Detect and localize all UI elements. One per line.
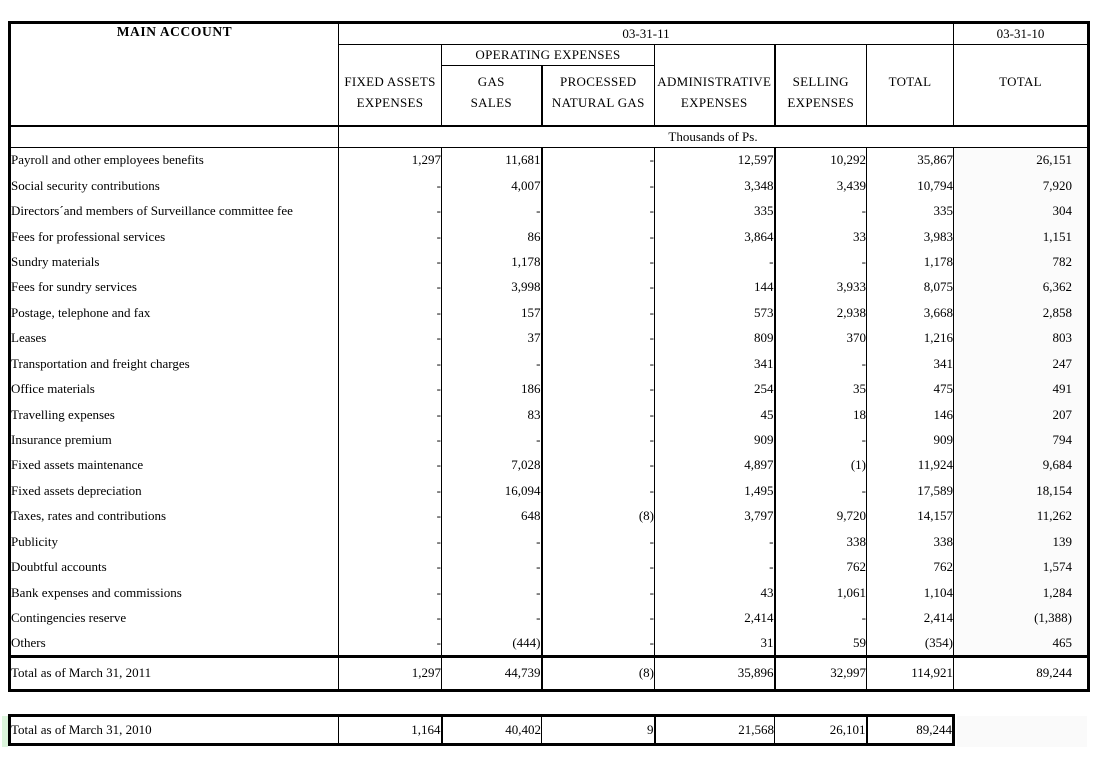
expense-row [10,249,1089,274]
cell-selling-expenses: 3,933 [775,275,867,300]
cell-administrative-expenses: 4,897 [655,453,775,478]
cell-administrative-expenses: 335 [655,198,775,223]
cell-total: 10,794 [867,173,954,198]
cell-fixed-assets-expenses: - [339,555,442,580]
cell-gas-sales: 3,998 [442,275,542,300]
column-header-line2: EXPENSES [356,95,424,110]
cell-total-prior: 247 [954,351,1089,376]
column-header-line1: TOTAL [999,74,1042,89]
expense-row-label: Travelling expenses [11,406,115,422]
cell-processed-natural-gas: - [542,326,655,351]
cell-total-prior: 1,151 [954,224,1089,249]
cell-fixed-assets-expenses: - [339,326,442,351]
cell-total-prior: 465 [954,631,1089,656]
cell-total-prior: 26,151 [954,148,1089,173]
cell-processed-natural-gas: - [542,402,655,427]
cell-administrative-expenses: 3,864 [655,224,775,249]
expense-row-label: Contingencies reserve [11,610,127,626]
cell-gas-sales: 4,007 [442,173,542,198]
expense-row [10,148,1089,173]
cell-total: 14,157 [867,504,954,529]
cell-total: 341 [867,351,954,376]
cell-fixed-assets-expenses: - [339,376,442,401]
cell-administrative-expenses: 254 [655,376,775,401]
expense-row [10,453,1089,478]
cell-administrative-expenses: 809 [655,326,775,351]
cell-gas-sales: 40,402 [442,716,542,745]
period-prior-header: 03-31-10 [954,23,1089,45]
cell-selling-expenses: 26,101 [775,716,867,745]
cell-fixed-assets-expenses: - [339,249,442,274]
cell-fixed-assets-expenses: - [339,300,442,325]
cell-administrative-expenses: 21,568 [655,716,775,745]
cell-total: 909 [867,427,954,452]
cell-selling-expenses: 59 [775,631,867,656]
expense-row [10,631,1089,656]
column-header-fixed-assets-expenses [339,45,442,126]
expense-row-label: Sundry materials [11,253,100,269]
cell-selling-expenses: 762 [775,555,867,580]
cell-selling-expenses: 18 [775,402,867,427]
cell-gas-sales: 37 [442,326,542,351]
cell-fixed-assets-expenses: - [339,224,442,249]
expense-row-label: Doubtful accounts [11,559,107,575]
column-header-total-prior [954,45,1089,126]
expense-row-label: Leases [11,330,47,346]
cell-administrative-expenses: - [655,555,775,580]
column-header-gas-sales [442,66,542,126]
cell-processed-natural-gas: - [542,427,655,452]
expense-row [10,351,1089,376]
cell-administrative-expenses: 573 [655,300,775,325]
expense-row [10,478,1089,503]
cell-total-prior: 7,920 [954,173,1089,198]
column-header-line1: TOTAL [888,74,932,89]
cell-administrative-expenses: 2,414 [655,605,775,630]
expense-row-label: Payroll and other employees benefits [11,152,204,168]
expense-row [10,224,1089,249]
cell-administrative-expenses: 1,495 [655,478,775,503]
cell-fixed-assets-expenses: - [339,275,442,300]
units-note: Thousands of Ps. [339,126,1089,148]
cell-gas-sales: - [442,198,542,223]
cell-total-prior: 304 [954,198,1089,223]
expense-row [10,300,1089,325]
column-header-line2: EXPENSES [787,95,855,110]
cell-processed-natural-gas: - [542,198,655,223]
column-header-line1: PROCESSED [560,74,637,89]
cell-administrative-expenses: 12,597 [655,148,775,173]
expense-row-label: Bank expenses and commissions [11,584,182,600]
expense-row [10,376,1089,401]
cell-fixed-assets-expenses: - [339,529,442,554]
cell-total: 1,216 [867,326,954,351]
expense-row [10,275,1089,300]
expense-row [10,605,1089,630]
cell-processed-natural-gas: - [542,631,655,656]
cell-gas-sales: (444) [442,631,542,656]
cell-total: (354) [867,631,954,656]
column-header-line1: GAS [477,74,505,89]
expense-row [10,427,1089,452]
cell-total: 17,589 [867,478,954,503]
cell-total: 2,414 [867,605,954,630]
cell-processed-natural-gas: - [542,249,655,274]
cell-administrative-expenses: 144 [655,275,775,300]
cell-selling-expenses: 1,061 [775,580,867,605]
expense-row [10,402,1089,427]
cell-processed-natural-gas: - [542,555,655,580]
cell-administrative-expenses: 31 [655,631,775,656]
cell-fixed-assets-expenses: - [339,198,442,223]
cell-processed-natural-gas: - [542,351,655,376]
cell-fixed-assets-expenses: - [339,351,442,376]
cell-selling-expenses: 33 [775,224,867,249]
cell-total-prior: (1,388) [954,605,1089,630]
cell-total-prior: 491 [954,376,1089,401]
column-header-line2: NATURAL GAS [551,95,645,110]
cell-processed-natural-gas: - [542,275,655,300]
cell-total: 114,921 [867,656,954,690]
cell-selling-expenses: - [775,198,867,223]
cell-processed-natural-gas: - [542,173,655,198]
cell-administrative-expenses: 45 [655,402,775,427]
cell-selling-expenses: 35 [775,376,867,401]
cell-gas-sales: - [442,605,542,630]
cell-administrative-expenses: - [655,529,775,554]
cell-processed-natural-gas: - [542,580,655,605]
cell-processed-natural-gas: - [542,529,655,554]
cell-total: 3,668 [867,300,954,325]
cell-administrative-expenses: 3,797 [655,504,775,529]
expense-row [10,504,1089,529]
main-account-header: MAIN ACCOUNT [10,23,339,126]
cell-gas-sales: - [442,555,542,580]
cell-gas-sales: 648 [442,504,542,529]
prior-year-total-table [8,714,955,746]
expense-row [10,198,1089,223]
cell-gas-sales: 86 [442,224,542,249]
cell-processed-natural-gas: - [542,376,655,401]
period-current-header: 03-31-11 [339,23,954,45]
cell-total-prior: 207 [954,402,1089,427]
cell-fixed-assets-expenses: - [339,631,442,656]
cell-administrative-expenses: 43 [655,580,775,605]
cell-total-prior: 18,154 [954,478,1089,503]
column-header-administrative-expenses [655,45,775,126]
cell-selling-expenses: - [775,427,867,452]
cell-selling-expenses: 32,997 [775,656,867,690]
cell-total: 35,867 [867,148,954,173]
cell-total: 335 [867,198,954,223]
cell-processed-natural-gas: - [542,224,655,249]
cell-gas-sales: 83 [442,402,542,427]
units-row [10,126,1089,148]
expense-row-label: Transportation and freight charges [11,355,190,371]
expense-row-label: Fees for sundry services [11,279,137,295]
column-header-selling-expenses [775,45,867,126]
background-shading-block [957,716,1087,747]
cell-processed-natural-gas: - [542,478,655,503]
cell-selling-expenses: - [775,605,867,630]
cell-total-prior: 139 [954,529,1089,554]
cell-total: 338 [867,529,954,554]
expense-row [10,173,1089,198]
column-header-line2: SALES [470,95,512,110]
expense-row-label: Postage, telephone and fax [11,304,151,320]
cell-processed-natural-gas: - [542,453,655,478]
cell-administrative-expenses: 3,348 [655,173,775,198]
cell-selling-expenses: 338 [775,529,867,554]
total-current-row [10,656,1089,690]
expense-row-label: Insurance premium [11,432,112,448]
cell-total-prior: 6,362 [954,275,1089,300]
cell-fixed-assets-expenses: - [339,605,442,630]
total-prior-row [10,716,954,745]
cell-processed-natural-gas: 9 [542,716,655,745]
cell-selling-expenses: - [775,351,867,376]
expense-row-label: Fixed assets depreciation [11,482,142,498]
cell-total-prior: 1,284 [954,580,1089,605]
total-prior-label: Total as of March 31, 2010 [11,722,152,737]
expense-row-label: Office materials [11,381,95,397]
cell-fixed-assets-expenses: 1,297 [339,656,442,690]
expense-row-label: Fees for professional services [11,228,166,244]
column-header-line2: EXPENSES [680,95,748,110]
cell-selling-expenses: 9,720 [775,504,867,529]
cell-total-prior: 11,262 [954,504,1089,529]
cell-selling-expenses: 3,439 [775,173,867,198]
expense-row-label: Directors´and members of Surveillance committee fee [11,203,293,219]
cell-fixed-assets-expenses: - [339,504,442,529]
cell-fixed-assets-expenses: - [339,580,442,605]
cell-selling-expenses: (1) [775,453,867,478]
cell-total: 8,075 [867,275,954,300]
cell-total: 3,983 [867,224,954,249]
cell-fixed-assets-expenses: 1,164 [339,716,442,745]
expense-row [10,326,1089,351]
cell-total: 146 [867,402,954,427]
cell-fixed-assets-expenses: - [339,402,442,427]
cell-processed-natural-gas: - [542,148,655,173]
expense-rows-body [10,148,1089,657]
expense-row-label: Publicity [11,533,58,549]
expense-row-label: Social security contributions [11,177,160,193]
cell-total: 89,244 [867,716,954,745]
column-header-processed-natural-gas [542,66,655,126]
expense-row [10,555,1089,580]
cell-total-prior: 9,684 [954,453,1089,478]
cell-total-prior: 803 [954,326,1089,351]
operating-expenses-group-header: OPERATING EXPENSES [442,45,655,66]
period-header-row [10,23,1089,45]
cell-total-prior: 2,858 [954,300,1089,325]
cell-fixed-assets-expenses: 1,297 [339,148,442,173]
cell-administrative-expenses: 341 [655,351,775,376]
cell-gas-sales: - [442,580,542,605]
cell-fixed-assets-expenses: - [339,453,442,478]
cell-administrative-expenses: - [655,249,775,274]
cell-total-prior: 89,244 [954,656,1089,690]
cell-selling-expenses: 10,292 [775,148,867,173]
expense-row-label: Others [11,634,46,650]
cell-processed-natural-gas: - [542,605,655,630]
cell-gas-sales: 157 [442,300,542,325]
cell-gas-sales: 7,028 [442,453,542,478]
column-header-line1: FIXED ASSETS [344,74,436,89]
cell-processed-natural-gas: (8) [542,504,655,529]
expense-row-label: Taxes, rates and contributions [11,508,167,524]
cell-gas-sales: 16,094 [442,478,542,503]
column-header-line1: SELLING [792,74,849,89]
cell-gas-sales: 186 [442,376,542,401]
expense-row [10,529,1089,554]
cell-total: 1,104 [867,580,954,605]
cell-gas-sales: - [442,529,542,554]
cell-administrative-expenses: 909 [655,427,775,452]
expense-row-label: Fixed assets maintenance [11,457,144,473]
cell-gas-sales: - [442,427,542,452]
cell-selling-expenses: - [775,249,867,274]
cell-fixed-assets-expenses: - [339,478,442,503]
total-current-label: Total as of March 31, 2011 [10,656,339,690]
cell-gas-sales: 1,178 [442,249,542,274]
cell-selling-expenses: - [775,478,867,503]
cell-total: 1,178 [867,249,954,274]
cell-fixed-assets-expenses: - [339,427,442,452]
expenses-by-function-table [8,21,1090,692]
cell-gas-sales: 11,681 [442,148,542,173]
column-header-total-current [867,45,954,126]
cell-total-prior: 794 [954,427,1089,452]
cell-fixed-assets-expenses: - [339,173,442,198]
cell-total-prior: 1,574 [954,555,1089,580]
cell-processed-natural-gas: - [542,300,655,325]
cell-gas-sales: 44,739 [442,656,542,690]
cell-total: 475 [867,376,954,401]
expense-row [10,580,1089,605]
cell-total-prior: 782 [954,249,1089,274]
column-header-line1: ADMINISTRATIVE [657,74,772,89]
cell-gas-sales: - [442,351,542,376]
cell-total: 762 [867,555,954,580]
cell-total: 11,924 [867,453,954,478]
units-row-spacer [10,126,339,148]
cell-selling-expenses: 370 [775,326,867,351]
cell-selling-expenses: 2,938 [775,300,867,325]
cell-processed-natural-gas: (8) [542,656,655,690]
cell-administrative-expenses: 35,896 [655,656,775,690]
